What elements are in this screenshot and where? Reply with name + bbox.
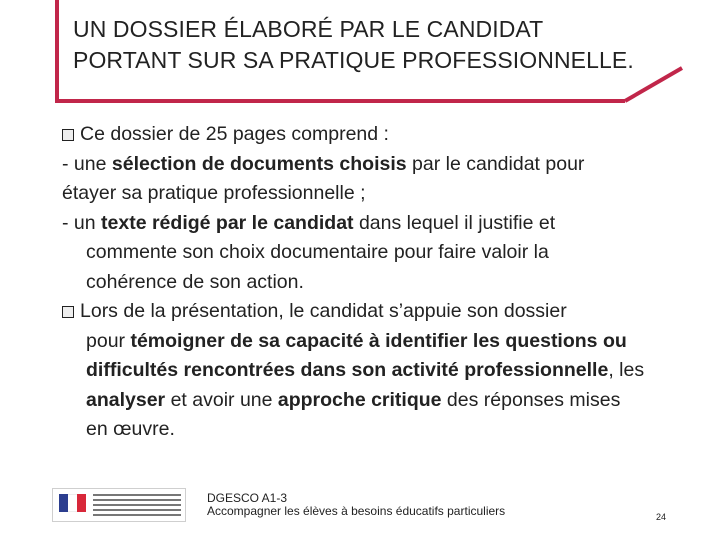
bullet-2	[62, 297, 702, 327]
footer-line-1: DGESCO A1-3	[207, 491, 288, 505]
dash-item-1-cont: étayer sa pratique professionnelle ;	[62, 182, 366, 204]
footer-line-2: Accompagner les élèves à besoins éducatifs particuliers	[207, 504, 506, 518]
slide-body	[62, 120, 702, 445]
bold-text: témoigner de sa capacité à identifier les questions ou	[130, 329, 627, 352]
text-span: pour	[86, 329, 131, 352]
text-span: - un	[62, 211, 102, 234]
bold-text: analyser	[86, 388, 166, 411]
slide-title	[73, 14, 673, 76]
page-number: 24	[656, 512, 667, 522]
ministry-logo	[52, 488, 186, 522]
bullet-1	[62, 120, 702, 150]
title-line-2: PORTANT SUR SA PRATIQUE PROFESSIONNELLE.	[73, 47, 634, 73]
bullet-2-cont-2	[62, 356, 702, 386]
checkbox-bullet-icon	[62, 129, 74, 141]
bullet-2-text: Lors de la présentation, le candidat s’appuie son dossier	[80, 300, 567, 322]
dash-item-1	[62, 150, 702, 180]
text-span: - une	[62, 152, 112, 175]
text-span: dans lequel il justifie et	[353, 211, 556, 234]
dash-item-2	[62, 209, 702, 239]
text-span: par le candidat pour	[406, 152, 585, 175]
text-span: , les	[608, 359, 645, 381]
dash-item-2-cont-2: cohérence de son action.	[86, 270, 304, 293]
bold-text: sélection de documents choisis	[111, 152, 407, 175]
bold-text: texte rédigé par le candidat	[101, 211, 354, 234]
checkbox-bullet-icon	[62, 306, 74, 318]
text-span: des réponses mises	[441, 388, 621, 411]
flag-icon	[59, 494, 87, 512]
dash-item-2-cont-1: commente son choix documentaire pour faire valoir la	[86, 241, 549, 263]
bold-text: approche critique	[277, 388, 442, 411]
bold-text: difficultés rencontrées dans son activité professionnelle	[86, 359, 609, 381]
bullet-2-cont-3	[62, 386, 702, 416]
bullet-2-cont-1	[62, 327, 702, 357]
bullet-1-text: Ce dossier de 25 pages comprend :	[80, 123, 389, 145]
text-span: et avoir une	[165, 388, 278, 411]
title-frame	[55, 0, 655, 100]
title-line-1: UN DOSSIER ÉLABORÉ PAR LE CANDIDAT	[73, 16, 544, 42]
logo-text-lines	[93, 494, 181, 519]
bullet-2-cont-4: en œuvre.	[86, 418, 175, 440]
footer-text	[207, 492, 505, 518]
